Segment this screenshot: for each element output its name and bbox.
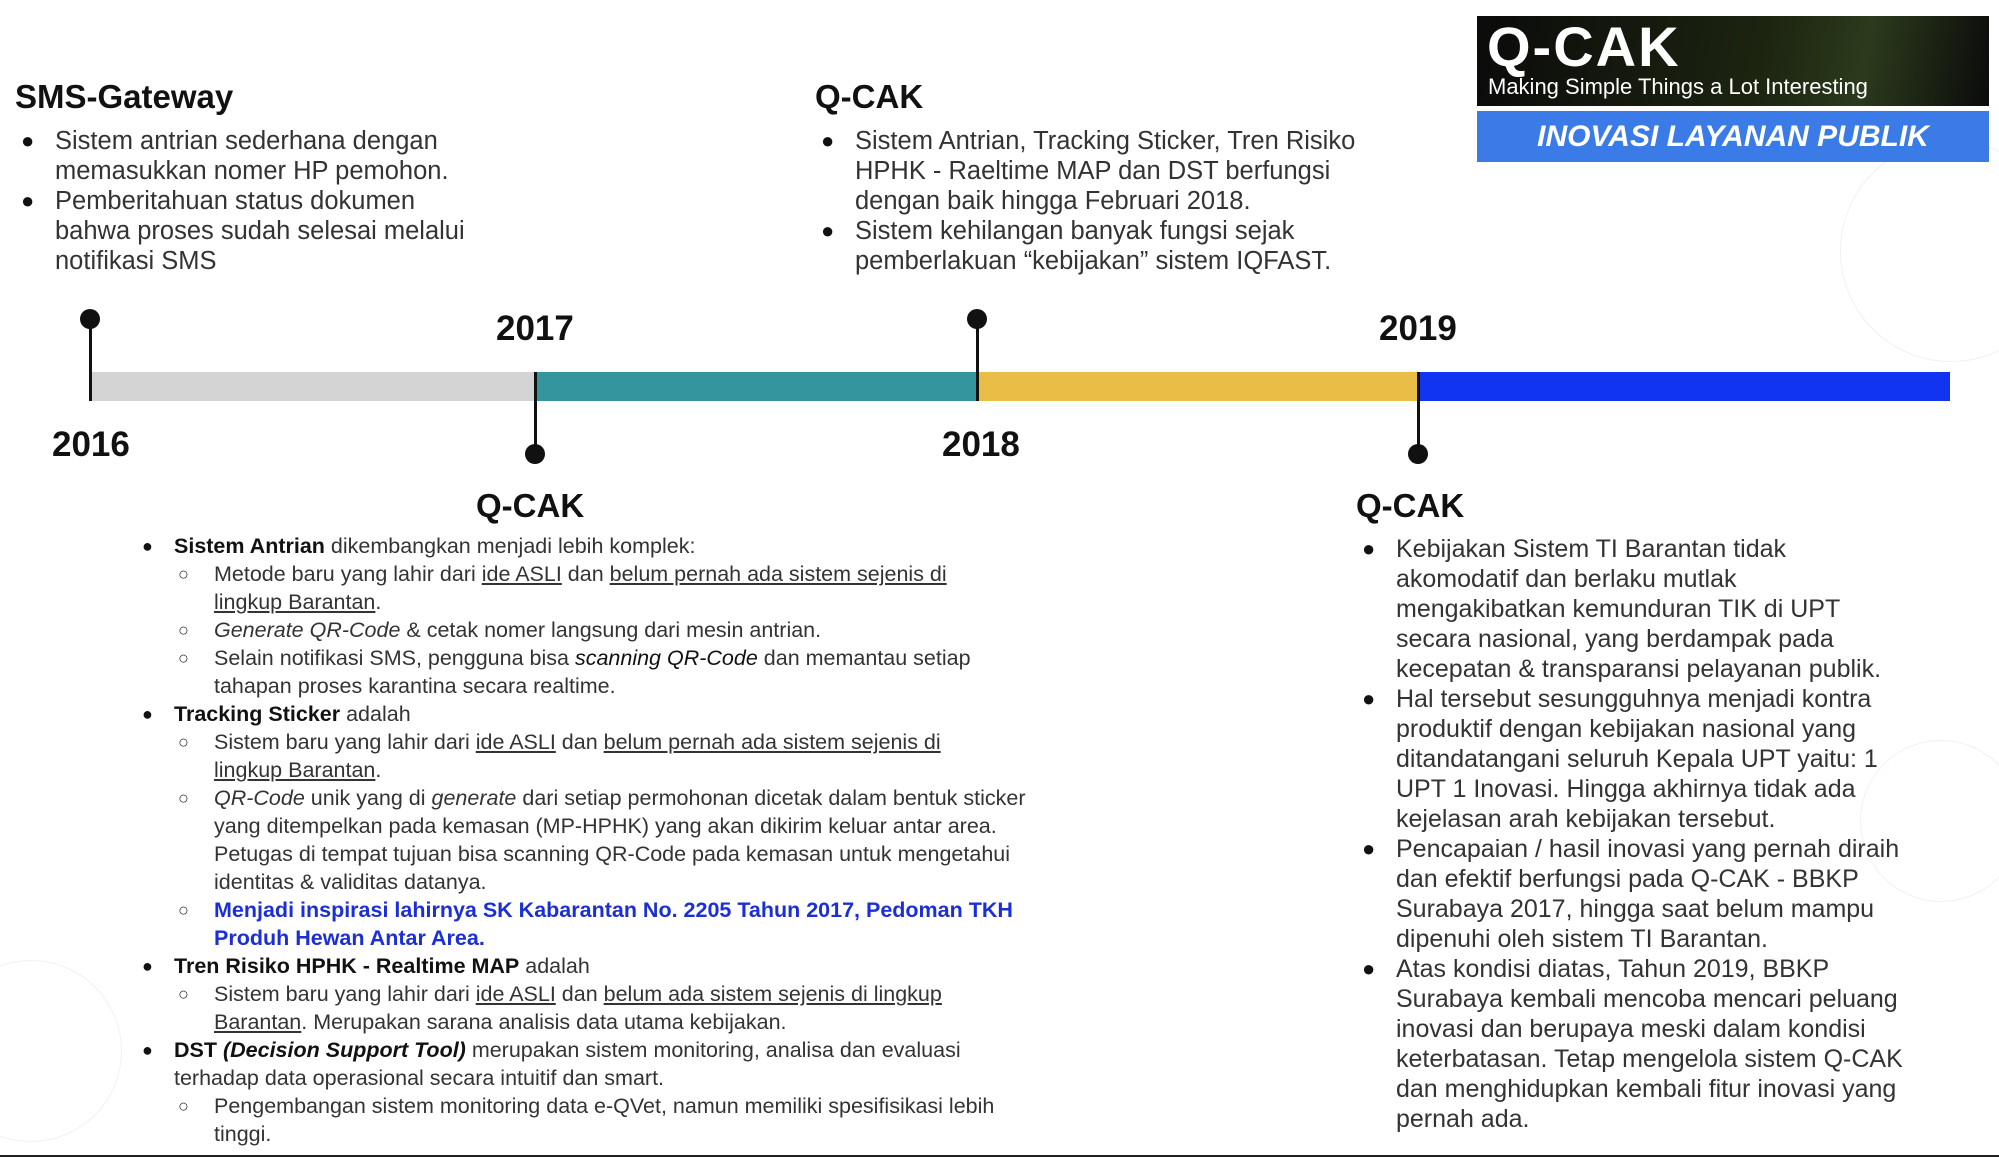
list-item: ● Sistem antrian sederhana dengan memasukkan nomer HP pemohon.	[15, 126, 495, 186]
sub-list-item: ○ Sistem baru yang lahir dari ide ASLI dan belum ada sistem sejenis di lingkup Barantan. Merupakan sarana analisis data utama kebijakan.	[174, 980, 974, 1036]
qcak-2017-content	[140, 532, 1040, 1148]
list-item: ● Pemberitahuan status dokumen bahwa proses sudah selesai melalui notifikasi SMS	[15, 186, 495, 276]
list-item: ● Sistem Antrian, Tracking Sticker, Tren Risiko HPHK - Raeltime MAP dan DST berfungsi dengan baik hingga Februari 2018.	[815, 126, 1375, 216]
year-label-2017: 2017	[496, 309, 574, 348]
timeline-marker-dot	[525, 444, 545, 464]
list-item-sistem-antrian: ● Sistem Antrian dikembangkan menjadi lebih komplek: ○ Metode baru yang lahir dari ide ASLI dan belum pernah ada sistem sejenis di lingkup Barantan. ○ Generate QR-Code & cetak nomer langsung dari mesin antrian. ○ Selain notifikasi SMS, pengguna bisa scanning QR-Code dan memantau setiap tahapan proses karantina secara realtime.	[140, 532, 1040, 700]
timeline-segment-2017	[536, 372, 978, 401]
sub-list-item: ○ QR-Code unik yang di generate dari setiap permohonan dicetak dalam bentuk sticker yang ditempelkan pada kemasan (MP-HPHK) yang akan dikirim keluar antar area. Petugas di tempat tujuan bisa scanning QR-Code pada kemasan untuk mengetahui identitas & validitas datanya.	[174, 784, 1064, 896]
sub-list-item: ○ Sistem baru yang lahir dari ide ASLI dan belum pernah ada sistem sejenis di lingkup Barantan.	[174, 728, 974, 784]
timeline-segment-2019	[1419, 372, 1950, 401]
logo-banner-text: INOVASI LAYANAN PUBLIK	[1537, 120, 1929, 153]
qcak-2018-list	[815, 126, 1375, 276]
timeline-segment-2018	[978, 372, 1419, 401]
qcak-2017-heading: Q-CAK	[476, 487, 585, 524]
logo-tagline: Making Simple Things a Lot Interesting	[1488, 74, 1868, 99]
timeline-marker-stem	[976, 318, 979, 401]
timeline-marker-stem	[534, 372, 537, 452]
timeline-marker-stem	[89, 318, 92, 401]
list-item-dst: ● DST (Decision Support Tool) merupakan sistem monitoring, analisa dan evaluasi terhadap data operasional secara intuitif dan smart. ○ Pengembangan sistem monitoring data e-QVet, namun memiliki spesifisikasi lebih tinggi.	[140, 1036, 1004, 1148]
list-item: ● Atas kondisi diatas, Tahun 2019, BBKP Surabaya kembali mencoba mencari peluang inovasi dan berupaya meski dalam kondisi keterbatasan. Tetap mengelola sistem Q-CAK dan menghidupkan kembali fitur inovasi yang pernah ada.	[1356, 954, 1906, 1134]
sms-gateway-heading: SMS-Gateway	[15, 78, 234, 115]
list-item: ● Pencapaian / hasil inovasi yang pernah diraih dan efektif berfungsi pada Q-CAK - BBKP Surabaya 2017, hingga saat belum mampu dipenuhi oleh sistem TI Barantan.	[1356, 834, 1906, 954]
year-label-2018: 2018	[942, 425, 1020, 464]
sub-list-item: ○ Generate QR-Code & cetak nomer langsung dari mesin antrian.	[174, 616, 1040, 644]
timeline-marker-dot	[967, 309, 987, 329]
timeline-marker-dot	[1408, 444, 1428, 464]
background-decoration	[1840, 140, 1999, 362]
qcak-2019-list	[1356, 534, 1906, 1134]
sub-list-item-highlight: ○ Menjadi inspirasi lahirnya SK Kabarantan No. 2205 Tahun 2017, Pedoman TKH Produh Hewan Antar Area.	[174, 896, 1044, 952]
year-label-2016: 2016	[52, 425, 130, 464]
list-item: ● Hal tersebut sesungguhnya menjadi kontra produktif dengan kebijakan nasional yang ditandatangani seluruh Kepala UPT yaitu: 1 UPT 1 Inovasi. Hingga akhirnya tidak ada kejelasan arah kebijakan tersebut.	[1356, 684, 1906, 834]
logo-dark-panel	[1477, 16, 1989, 106]
timeline-marker-stem	[1417, 372, 1420, 452]
logo-banner	[1477, 111, 1989, 162]
timeline-segment-2016	[90, 372, 536, 401]
list-item-tren-risiko: ● Tren Risiko HPHK - Realtime MAP adalah ○ Sistem baru yang lahir dari ide ASLI dan belum ada sistem sejenis di lingkup Barantan. Merupakan sarana analisis data utama kebijakan.	[140, 952, 1040, 1036]
sub-list-item: ○ Metode baru yang lahir dari ide ASLI dan belum pernah ada sistem sejenis di lingkup Barantan.	[174, 560, 974, 616]
sub-list-item: ○ Selain notifikasi SMS, pengguna bisa scanning QR-Code dan memantau setiap tahapan proses karantina secara realtime.	[174, 644, 1014, 700]
sub-list-item: ○ Pengembangan sistem monitoring data e-QVet, namun memiliki spesifisikasi lebih tinggi.	[174, 1092, 1014, 1148]
list-item: ● Sistem kehilangan banyak fungsi sejak pemberlakuan “kebijakan” sistem IQFAST.	[815, 216, 1375, 276]
timeline-marker-dot	[80, 309, 100, 329]
sms-gateway-list	[15, 126, 495, 276]
list-item: ● Kebijakan Sistem TI Barantan tidak akomodatif dan berlaku mutlak mengakibatkan kemunduran TIK di UPT secara nasional, yang berdampak pada kecepatan & transparansi pelayanan publik.	[1356, 534, 1906, 684]
logo	[1477, 16, 1989, 162]
list-item-tracking-sticker: ● Tracking Sticker adalah ○ Sistem baru yang lahir dari ide ASLI dan belum pernah ada sistem sejenis di lingkup Barantan. ○ QR-Code unik yang di generate dari setiap permohonan dicetak dalam bentuk sticker yang ditempelkan pada kemasan (MP-HPHK) yang akan dikirim keluar antar area. Petugas di tempat tujuan bisa scanning QR-Code pada kemasan untuk mengetahui identitas & validitas datanya. ○ Menjadi inspirasi lahirnya SK Kabarantan No. 2205 Tahun 2017, Pedoman TKH Produh Hewan Antar Area.	[140, 700, 1040, 952]
logo-title: Q-CAK	[1487, 15, 1681, 78]
qcak-2019-heading: Q-CAK	[1356, 487, 1465, 524]
qcak-2018-heading: Q-CAK	[815, 78, 924, 115]
year-label-2019: 2019	[1379, 309, 1457, 348]
background-decoration	[0, 960, 122, 1142]
